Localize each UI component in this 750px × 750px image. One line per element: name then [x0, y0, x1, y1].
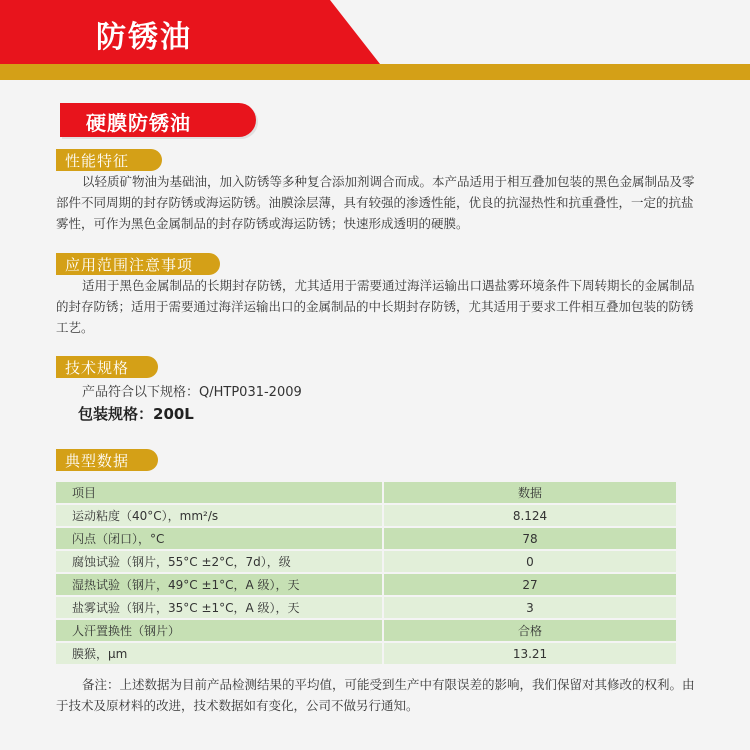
section-tag-specs	[56, 356, 158, 378]
table-row	[56, 505, 676, 526]
table-row	[56, 620, 676, 641]
row-value: 27	[384, 574, 676, 595]
table-row	[56, 574, 676, 595]
table-header-item: 项目	[56, 482, 382, 503]
spec-standard: 产品符合以下规格：Q/HTP031-2009	[82, 385, 302, 400]
banner-title: 防锈油	[96, 20, 192, 55]
row-value: 0	[384, 551, 676, 572]
section-heading-performance: 性能特征	[65, 152, 130, 170]
product-name-tag	[60, 103, 256, 137]
row-value: 78	[384, 528, 676, 549]
row-item: 人汗置换性（钢片）	[56, 620, 382, 641]
table-note: 备注：上述数据为目前产品检测结果的平均值，可能受到生产中有限误差的影响，我们保留对其修改的权利。由于技术及原材料的改进，技术数据如有变化，公司不做另行通知。	[56, 677, 695, 713]
table-row	[56, 643, 676, 664]
spec-packaging: 包装规格：200L	[78, 405, 194, 423]
section-tag-application	[56, 253, 220, 275]
table-row	[56, 551, 676, 572]
section-heading-specs: 技术规格	[65, 359, 130, 377]
row-item: 膜猴，μm	[56, 643, 382, 664]
section-heading-typical: 典型数据	[65, 452, 130, 470]
table-header-row	[56, 482, 676, 503]
row-value: 13.21	[384, 643, 676, 664]
application-text: 适用于黑色金属制品的长期封存防锈，尤其适用于需要通过海洋运输出口遇盐雾环境条件下周转期长的金属制品的封存防锈；适用于需要通过海洋运输出口的金属制品的中长期封存防锈，尤其适用于要求工件相互叠加包装的防锈工艺。	[56, 278, 695, 335]
row-item: 盐雾试验（钢片，35°C ±1°C，A 级），天	[56, 597, 382, 618]
row-item: 运动粘度（40°C），mm²/s	[56, 505, 382, 526]
section-tag-typical	[56, 449, 158, 471]
top-banner	[0, 0, 750, 78]
row-item: 湿热试验（钢片，49°C ±1°C，A 级），天	[56, 574, 382, 595]
table-row	[56, 597, 676, 618]
banner-gold-stripe	[0, 64, 750, 80]
row-value: 3	[384, 597, 676, 618]
row-item: 腐蚀试验（钢片，55°C ±2°C，7d），级	[56, 551, 382, 572]
row-value: 合格	[384, 620, 676, 641]
typical-data-table	[56, 480, 676, 666]
section-tag-performance	[56, 149, 162, 171]
performance-text: 以轻质矿物油为基础油，加入防锈等多种复合添加剂调合而成。本产品适用于相互叠加包装的黑色金属制品及零部件不同周期的封存防锈或海运防锈。油膜涂层薄，具有较强的渗透性能，优良的抗湿热性和抗重叠性，一定的抗盐雾性，可作为黑色金属制品的封存防锈或海运防锈；快速形成透明的硬膜。	[56, 174, 695, 231]
section-heading-application: 应用范围注意事项	[65, 256, 194, 274]
row-value: 8.124	[384, 505, 676, 526]
product-name: 硬膜防锈油	[86, 111, 191, 135]
table-header-value: 数据	[384, 482, 676, 503]
table-row	[56, 528, 676, 549]
row-item: 闪点（闭口），°C	[56, 528, 382, 549]
